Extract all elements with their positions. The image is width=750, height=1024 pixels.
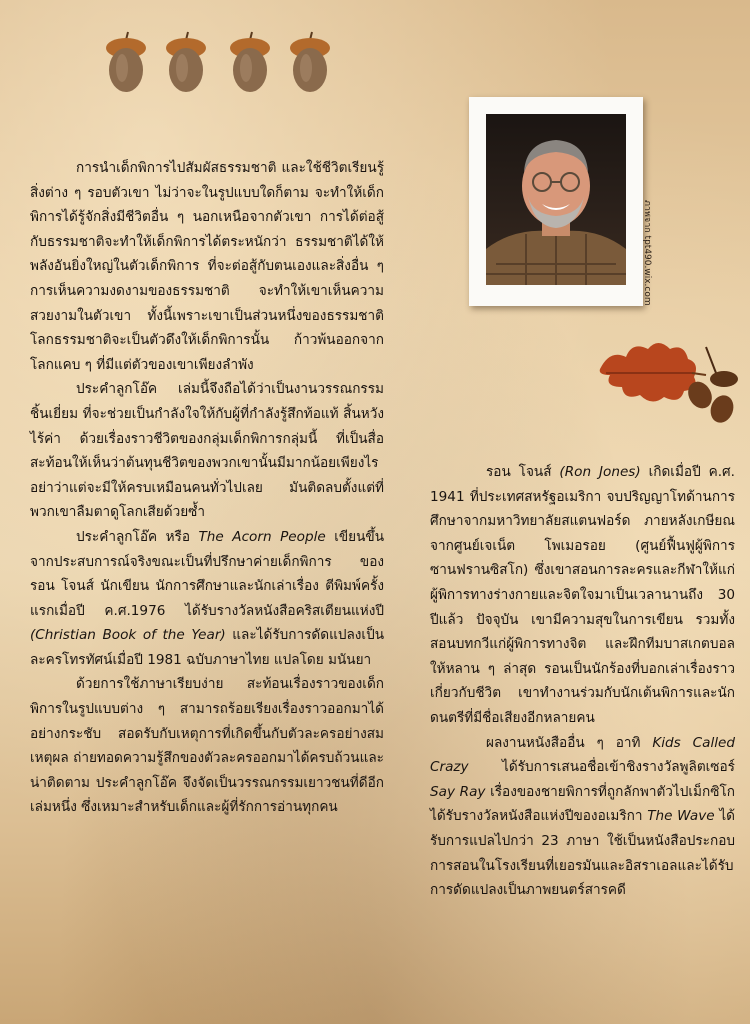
award-name-english: (Christian Book of the Year) — [30, 627, 226, 644]
acorn-icon — [106, 32, 146, 92]
paragraph — [30, 525, 384, 673]
paragraph-text: เรื่องของชายพิการที่ถูกลักพาตัวไปเม็กซิโก ได้รับรางวัลหนังสือแห่งปีของอเมริกา — [430, 783, 735, 825]
paragraph-text: และได้รับการดัดแปลงเป็นละครโทรทัศน์เมื่อปี 1981 ฉบับภาษาไทย แปลโดย มนันยา — [30, 627, 384, 668]
acorn-icon — [683, 347, 738, 426]
author-photo — [486, 114, 626, 285]
acorn-icon — [166, 32, 206, 92]
book-title-english: Say Ray — [430, 783, 486, 800]
paragraph-text: ประคำลูกโอ๊ค เล่มนี้จึงถือได้ว่าเป็นงานวรรณกรรมชิ้นเยี่ยม ที่จะช่วยเป็นกำลังใจให้กับผู้ที่กำลังรู้สึกท้อแท้ สิ้นหวัง ไร้ค่า ด้วยเรื่องราวชีวิตของกลุ่มเด็กพิการกลุ่มนี้ ที่เป็นสื่อสะท้อนให้เห็นว่าต้นทุนชีวิตของพวกเขานั้นมีมากน้อยเพียงไร อย่าว่าแต่จะมีให้ครบเหมือนคนทั่วไปเลย มันติดลบตั้งแต่ที่พวกเขาลืมตาดูโลกเสียด้วยซ้ำ — [30, 381, 384, 521]
paragraph-text: เกิดเมื่อปี ค.ศ. 1941 ที่ประเทศสหรัฐอเมริกา จบปริญญาโทด้านการศึกษาจากมหาวิทยาลัยสแตนฟอร์ด ภายหลังเกษียณจากศูนย์เจเน็ต โพเมอรอย (ศูนย์ฟื้นฟูผู้พิการซานฟรานซิสโก) ซึ่งเขาสอนการละครและกีฬาให้แก่ผู้พิการทางร่างกายและจิตใจมาเป็นเวลานานถึง 30 ปีแล้ว ปัจจุบัน เขามีความสุขในการเขียน รวมทั้งสอนบทกวีแก่ผู้พิการทางจิต และฝึกทีมบาสเกตบอลให้หลาน ๆ ล่าสุด รอนเป็นนักร้องที่บอกเล่าเรื่องราวเกี่ยวกับชีวิต เขาทำงานร่วมกับนักเต้นพิการและนักดนตรีที่มีชื่อเสียงอีกหลายคน — [430, 464, 735, 726]
paragraph-text: ประคำลูกโอ๊ค หรือ — [76, 528, 199, 545]
book-title-english: The Wave — [647, 808, 715, 825]
author-name-thai: รอน โจนส์ — [486, 464, 560, 480]
book-title-english: The Acorn People — [198, 528, 326, 545]
paragraph — [30, 377, 384, 525]
author-name-english: (Ron Jones) — [559, 464, 641, 480]
acorn-icon — [230, 32, 270, 92]
author-photo-frame — [469, 97, 643, 306]
acorn-icon — [290, 32, 330, 92]
right-text-column — [430, 460, 735, 903]
left-text-column — [30, 156, 384, 820]
author-portrait-illustration — [486, 114, 626, 285]
acorn-decoration — [104, 30, 344, 100]
paragraph — [30, 156, 384, 377]
paragraph-text: เขียนขึ้นจากประสบการณ์จริงขณะเป็นที่ปรึกษาค่ายเด็กพิการ ของ รอน โจนส์ นักเขียน นักการศึกษาและนักเล่าเรื่อง ตีพิมพ์ครั้งแรกเมื่อปี ค.ศ.1976 ได้รับรางวัลหนังสือคริสเตียนแห่งปี — [30, 528, 384, 619]
paragraph-text: ผลงานหนังสืออื่น ๆ อาทิ — [486, 734, 653, 751]
photo-credit: ภาพจาก tpt490.wix.com — [642, 200, 652, 306]
paragraph-text: การนำเด็กพิการไปสัมผัสธรรมชาติ และใช้ชีวิตเรียนรู้สิ่งต่าง ๆ รอบตัวเขา ไม่ว่าจะในรูปแบบใดก็ตาม จะทำให้เด็กพิการได้รู้จักสิ่งมีชีวิตอื่น ๆ นอกเหนือจากตัวเขา การได้ต่อสู้กับธรรมชาติจะทำให้เด็กพิการได้ตระหนักว่า ธรรมชาติได้ให้พลังอันยิ่งใหญ่ในตัวเด็กพิการ ที่จะต่อสู้กับตนเองและสิ่งอื่น ๆ การเห็นความงดงามของธรรมชาติ จะทำให้เขาเห็นความสวยงามในตัวเขา ทั้งนี้เพราะเขาเป็นส่วนหนึ่งของธรรมชาติ โลกธรรมชาติจะเป็นตัวดึงให้เด็กพิการนั้น ก้าวพ้นออกจากโลกแคบ ๆ ที่มีแต่ตัวของเขาเพียงลำพัง — [30, 160, 384, 373]
oak-leaf-acorn-decoration — [596, 335, 744, 430]
paragraph-text: ด้วยการใช้ภาษาเรียบง่าย สะท้อนเรื่องราวของเด็กพิการในรูปแบบต่าง ๆ สามารถร้อยเรียงเรื่องราวออกมาได้อย่างกระชับ สอดรับกับเหตุการที่เกิดขึ้นกับตัวละครอย่างสมเหตุผล ถ่ายทอดความรู้สึกของตัวละครออกมาได้ครบถ้วนและน่าติดตาม ประคำลูกโอ๊ค จึงจัดเป็นวรรณกรรมเยาวชนที่ดีอีกเล่มหนึ่ง ซึ่งเหมาะสำหรับเด็กและผู้ที่รักการอ่านทุกคน — [30, 676, 384, 816]
paragraph — [430, 460, 735, 731]
paragraph-text: ได้รับการเสนอชื่อเข้าชิงรางวัลพูลิตเซอร์ — [468, 759, 735, 776]
paragraph — [430, 731, 735, 903]
paragraph-text: ได้รับการแปลไปกว่า 23 ภาษา ใช้เป็นหนังสือประกอบการสอนในโรงเรียนที่เยอรมันและอิสราเอลและได้รับการดัดแปลงเป็นภาพยนตร์สารคดี — [430, 808, 735, 899]
book-title-english: Kids Called Crazy — [430, 734, 735, 776]
paragraph — [30, 672, 384, 820]
